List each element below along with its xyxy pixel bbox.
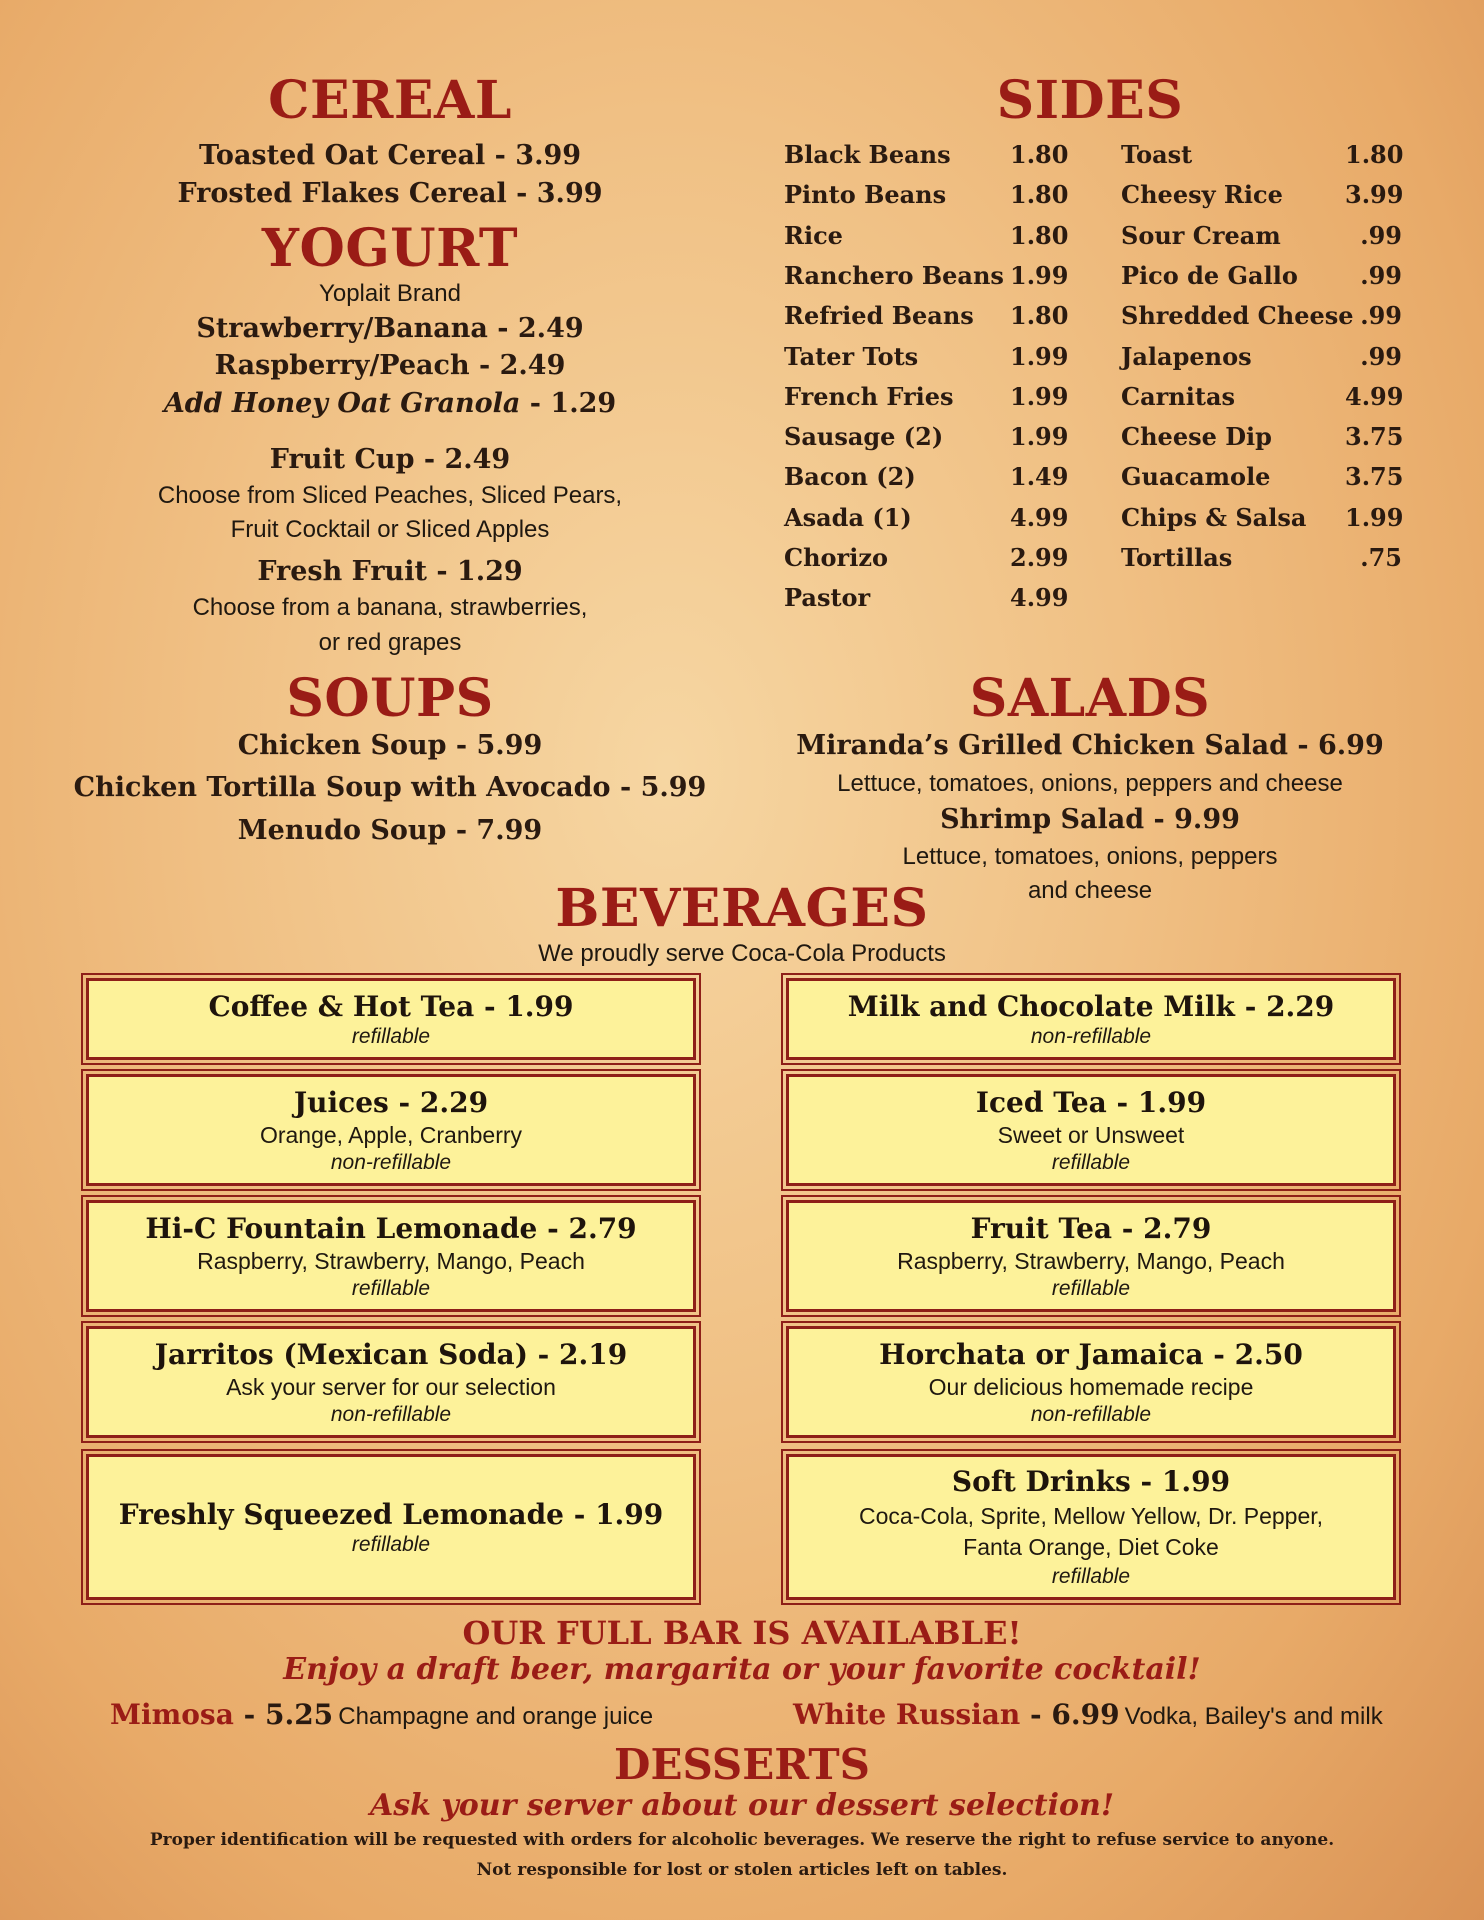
side-item-price: 1.80: [1010, 220, 1069, 250]
side-item-name: Refried Beans: [784, 301, 974, 331]
mimosa-price: - 5.25: [233, 1698, 334, 1731]
side-item-name: Pastor: [784, 583, 871, 613]
yogurt-brand: Yoplait Brand: [319, 280, 461, 307]
beverage-box: [86, 1454, 696, 1600]
desserts-heading: DESSERTS: [614, 1740, 870, 1789]
beverage-name: Freshly Squeezed Lemonade - 1.99: [118, 1497, 664, 1531]
side-item-name: Toast: [1121, 140, 1193, 169]
granola-addon-price: - 1.29: [520, 388, 617, 419]
mimosa-name: Mimosa: [110, 1698, 234, 1731]
beverage-refill-note: refillable: [1051, 1565, 1131, 1588]
beverage-refill-note: refillable: [1051, 1276, 1131, 1300]
yogurt-heading: YOGURT: [261, 218, 519, 279]
beverage-desc: Raspberry, Strawberry, Mango, Peach: [897, 1247, 1285, 1274]
side-item-name: Bacon (2): [784, 462, 916, 492]
side-item-name: Tortillas: [1121, 543, 1233, 572]
side-item-name: Sausage (2): [784, 422, 944, 452]
side-item-price: 1.80: [1345, 140, 1404, 169]
white-russian-desc: Vodka, Bailey's and milk: [1124, 1703, 1383, 1730]
side-item-price: 1.49: [1010, 462, 1069, 492]
beverage-refill-note: refillable: [351, 1532, 431, 1556]
fresh-fruit: Fresh Fruit - 1.29: [257, 556, 523, 587]
mimosa-item: [110, 1698, 653, 1731]
side-item-price: 4.99: [1345, 381, 1404, 411]
side-item-price: 1.80: [1010, 140, 1069, 169]
side-item-price: 1.80: [1010, 301, 1069, 331]
side-item-name: Cheese Dip: [1121, 422, 1272, 452]
side-item-name: Chips & Salsa: [1121, 502, 1307, 532]
salad-desc: Lettuce, tomatoes, onions, peppers: [902, 843, 1278, 870]
salad-item: Shrimp Salad - 9.99: [940, 804, 1240, 835]
beverage-box: [786, 978, 1396, 1060]
beverage-name: Iced Tea - 1.99: [975, 1085, 1207, 1119]
side-item-price: .99: [1360, 220, 1402, 250]
side-item-price: 3.99: [1345, 180, 1404, 210]
beverage-box: [786, 1074, 1396, 1186]
cereal-heading: CEREAL: [268, 70, 512, 131]
beverage-box: [86, 1326, 696, 1438]
side-item-name: Carnitas: [1121, 381, 1236, 411]
side-item-price: 3.75: [1345, 422, 1404, 452]
side-item-price: .99: [1360, 301, 1402, 331]
beverage-refill-note: non-refillable: [330, 1150, 452, 1174]
salads-heading: SALADS: [969, 668, 1211, 729]
beverage-box: [786, 1454, 1396, 1600]
fruit-cup-desc: Fruit Cocktail or Sliced Apples: [230, 516, 550, 543]
beverage-box: [86, 978, 696, 1060]
soup-item: Menudo Soup - 7.99: [237, 815, 543, 846]
side-item-price: 4.99: [1010, 583, 1069, 613]
beverage-refill-note: refillable: [351, 1024, 431, 1048]
soups-heading: SOUPS: [286, 668, 494, 729]
side-item-name: Black Beans: [784, 140, 951, 169]
soup-item: Chicken Soup - 5.99: [237, 730, 543, 761]
white-russian-price: - 6.99: [1020, 1698, 1120, 1731]
beverage-refill-note: refillable: [351, 1276, 431, 1300]
beverage-name: Soft Drinks - 1.99: [951, 1465, 1231, 1498]
beverage-name: Juices - 2.29: [293, 1085, 489, 1119]
side-item-price: .99: [1360, 341, 1402, 371]
beverage-name: Hi-C Fountain Lemonade - 2.79: [145, 1211, 637, 1245]
beverage-box: [86, 1074, 696, 1186]
beverage-name: Horchata or Jamaica - 2.50: [879, 1337, 1303, 1371]
side-item-price: 1.99: [1010, 341, 1069, 371]
salad-item: Miranda’s Grilled Chicken Salad - 6.99: [796, 730, 1384, 761]
side-item-name: Pinto Beans: [784, 180, 947, 210]
fresh-fruit-desc: or red grapes: [318, 629, 462, 656]
desserts-tagline: Ask your server about our dessert selection!: [369, 1788, 1115, 1823]
beverage-box: [786, 1200, 1396, 1312]
side-item-name: Rice: [784, 220, 843, 250]
white-russian-name: White Russian: [793, 1698, 1021, 1731]
side-item-name: Guacamole: [1121, 462, 1271, 492]
beverage-refill-note: non-refillable: [1030, 1402, 1152, 1426]
salad-desc: Lettuce, tomatoes, onions, peppers and cheese: [837, 770, 1343, 797]
beverage-box: [86, 1200, 696, 1312]
mimosa-desc: Champagne and orange juice: [338, 1703, 654, 1730]
beverage-name: Fruit Tea - 2.79: [970, 1211, 1212, 1245]
beverage-name: Coffee & Hot Tea - 1.99: [208, 989, 574, 1023]
side-item-price: 3.75: [1345, 462, 1404, 492]
side-item-price: 1.99: [1010, 422, 1069, 452]
granola-addon-name: Add Honey Oat Granola: [163, 388, 521, 419]
side-item-name: Pico de Gallo: [1121, 260, 1298, 290]
fruit-cup-desc: Choose from Sliced Peaches, Sliced Pears,: [157, 482, 623, 509]
side-item-price: 4.99: [1010, 502, 1069, 532]
side-item-name: French Fries: [784, 381, 954, 411]
side-item-price: 2.99: [1010, 543, 1069, 572]
beverage-desc: Sweet or Unsweet: [997, 1121, 1185, 1148]
beverage-refill-note: non-refillable: [1030, 1024, 1152, 1048]
beverage-refill-note: refillable: [1051, 1150, 1131, 1174]
footer-liability-notice: Not responsible for lost or stolen articles left on tables.: [476, 1860, 1008, 1880]
footer-id-notice: Proper identification will be requested with orders for alcoholic beverages. We reserve the right to refuse service to anyone.: [149, 1830, 1335, 1850]
beverage-desc: Our delicious homemade recipe: [928, 1373, 1254, 1400]
cereal-item: Frosted Flakes Cereal - 3.99: [177, 178, 603, 209]
side-item-name: Cheesy Rice: [1121, 180, 1283, 210]
beverage-desc: Raspberry, Strawberry, Mango, Peach: [197, 1247, 585, 1274]
side-item-name: Tater Tots: [784, 341, 919, 371]
side-item-price: .75: [1360, 543, 1402, 572]
side-item-price: 1.99: [1010, 381, 1069, 411]
side-item-price: .99: [1360, 260, 1402, 290]
side-item-name: Shredded Cheese: [1121, 301, 1354, 331]
yogurt-item: Raspberry/Peach - 2.49: [214, 350, 566, 381]
fruit-cup: Fruit Cup - 2.49: [269, 444, 511, 475]
white-russian-item: [793, 1698, 1383, 1731]
bar-tagline: Enjoy a draft beer, margarita or your favorite cocktail!: [283, 1652, 1201, 1687]
salad-desc: and cheese: [1027, 877, 1153, 904]
beverage-desc: Orange, Apple, Cranberry: [259, 1121, 523, 1148]
side-item-name: Ranchero Beans: [784, 260, 1004, 290]
sides-heading: SIDES: [996, 70, 1184, 131]
side-item-name: Asada (1): [784, 502, 912, 532]
side-item-name: Jalapenos: [1121, 341, 1252, 371]
beverages-subheading: We proudly serve Coca-Cola Products: [538, 940, 946, 967]
side-item-price: 1.99: [1010, 260, 1069, 290]
cereal-item: Toasted Oat Cereal - 3.99: [198, 140, 582, 171]
fresh-fruit-desc: Choose from a banana, strawberries,: [192, 594, 588, 621]
beverage-refill-note: non-refillable: [330, 1402, 452, 1426]
side-item-price: 1.99: [1345, 502, 1404, 532]
side-item-price: 1.80: [1010, 180, 1069, 210]
soup-item: Chicken Tortilla Soup with Avocado - 5.99: [73, 772, 707, 803]
side-item-name: Chorizo: [784, 543, 888, 572]
bar-heading: OUR FULL BAR IS AVAILABLE!: [462, 1614, 1022, 1652]
beverage-desc: Coca-Cola, Sprite, Mellow Yellow, Dr. Pepper, Fanta Orange, Diet Coke: [858, 1503, 1324, 1560]
yogurt-item: Strawberry/Banana - 2.49: [196, 313, 584, 344]
granola-addon: [40, 388, 740, 419]
beverage-name: Jarritos (Mexican Soda) - 2.19: [154, 1337, 628, 1371]
beverage-box: [786, 1326, 1396, 1438]
beverage-name: Milk and Chocolate Milk - 2.29: [847, 989, 1335, 1023]
beverages-heading: BEVERAGES: [555, 878, 929, 939]
side-item-name: Sour Cream: [1121, 220, 1281, 250]
beverage-desc: Ask your server for our selection: [226, 1373, 556, 1400]
